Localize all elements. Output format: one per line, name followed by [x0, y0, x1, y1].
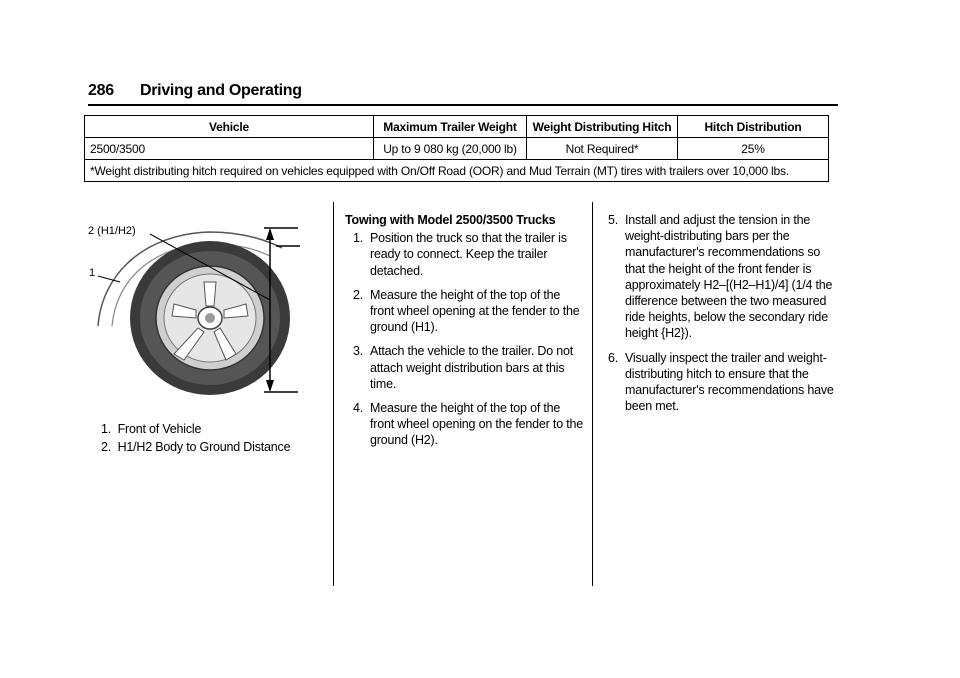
column-divider: [592, 202, 593, 586]
towing-heading: Towing with Model 2500/3500 Trucks: [345, 213, 556, 227]
callout-1-label: 1: [89, 267, 96, 279]
col-header-max-trailer-weight: Maximum Trailer Weight: [374, 116, 527, 138]
column-divider: [333, 202, 334, 586]
col-header-hitch-distribution: Hitch Distribution: [678, 116, 829, 138]
list-item: 2. Measure the height of the top of the front wheel opening at the fender to the ground (H1).: [353, 287, 580, 335]
col-header-weight-distributing-hitch: Weight Distributing Hitch: [527, 116, 678, 138]
list-item: 1. Position the truck so that the trailer is ready to connect. Keep the trailer detached.: [353, 231, 567, 278]
table-row: [85, 138, 829, 160]
list-item: 3. Attach the vehicle to the trailer. Do not attach weight distribution bars at this time.: [353, 344, 574, 391]
list-item: 5. Install and adjust the tension in the weight-distributing bars per the manufacturer's recommendations so that the height of the front fender is approximately H2–[(H2–H1)/4] (1/4 the difference between the two measured ride heights, below the secondary ride height {H2}).: [608, 213, 833, 341]
table-footnote: *Weight distributing hitch required on vehicles equipped with On/Off Road (OOR) and Mud Terrain (MT) tires with trailers over 10,000 lbs.: [85, 160, 829, 182]
wheel-height-illustration: [86, 218, 314, 396]
caption-item: 1. Front of Vehicle: [101, 422, 202, 436]
caption-item: 2. H1/H2 Body to Ground Distance: [101, 440, 291, 454]
cell-vehicle: 2500/3500: [85, 138, 374, 160]
list-item: 4. Measure the height of the top of the front wheel opening on the fender to the ground (H2).: [353, 401, 583, 448]
trailer-weight-table: [84, 115, 829, 182]
list-item: 6. Visually inspect the trailer and weight-distributing hitch to ensure that the manufacturer's recommendations have been met.: [608, 350, 834, 414]
table-header-row: [85, 116, 829, 138]
towing-instructions-column-1: [345, 212, 585, 457]
col-header-vehicle: Vehicle: [85, 116, 374, 138]
figure-caption: [101, 420, 290, 456]
section-title: Driving and Operating: [140, 82, 302, 99]
table-footnote-row: [85, 160, 829, 182]
towing-instructions-column-2: [608, 212, 843, 422]
cell-weight-distributing-hitch: Not Required*: [527, 138, 678, 160]
cell-max-trailer-weight: Up to 9 080 kg (20,000 lb): [374, 138, 527, 160]
callout-2-label: 2 (H1/H2): [88, 225, 136, 237]
page-number: 286: [88, 82, 114, 99]
cell-hitch-distribution: 25%: [678, 138, 829, 160]
page-header: [88, 82, 838, 106]
